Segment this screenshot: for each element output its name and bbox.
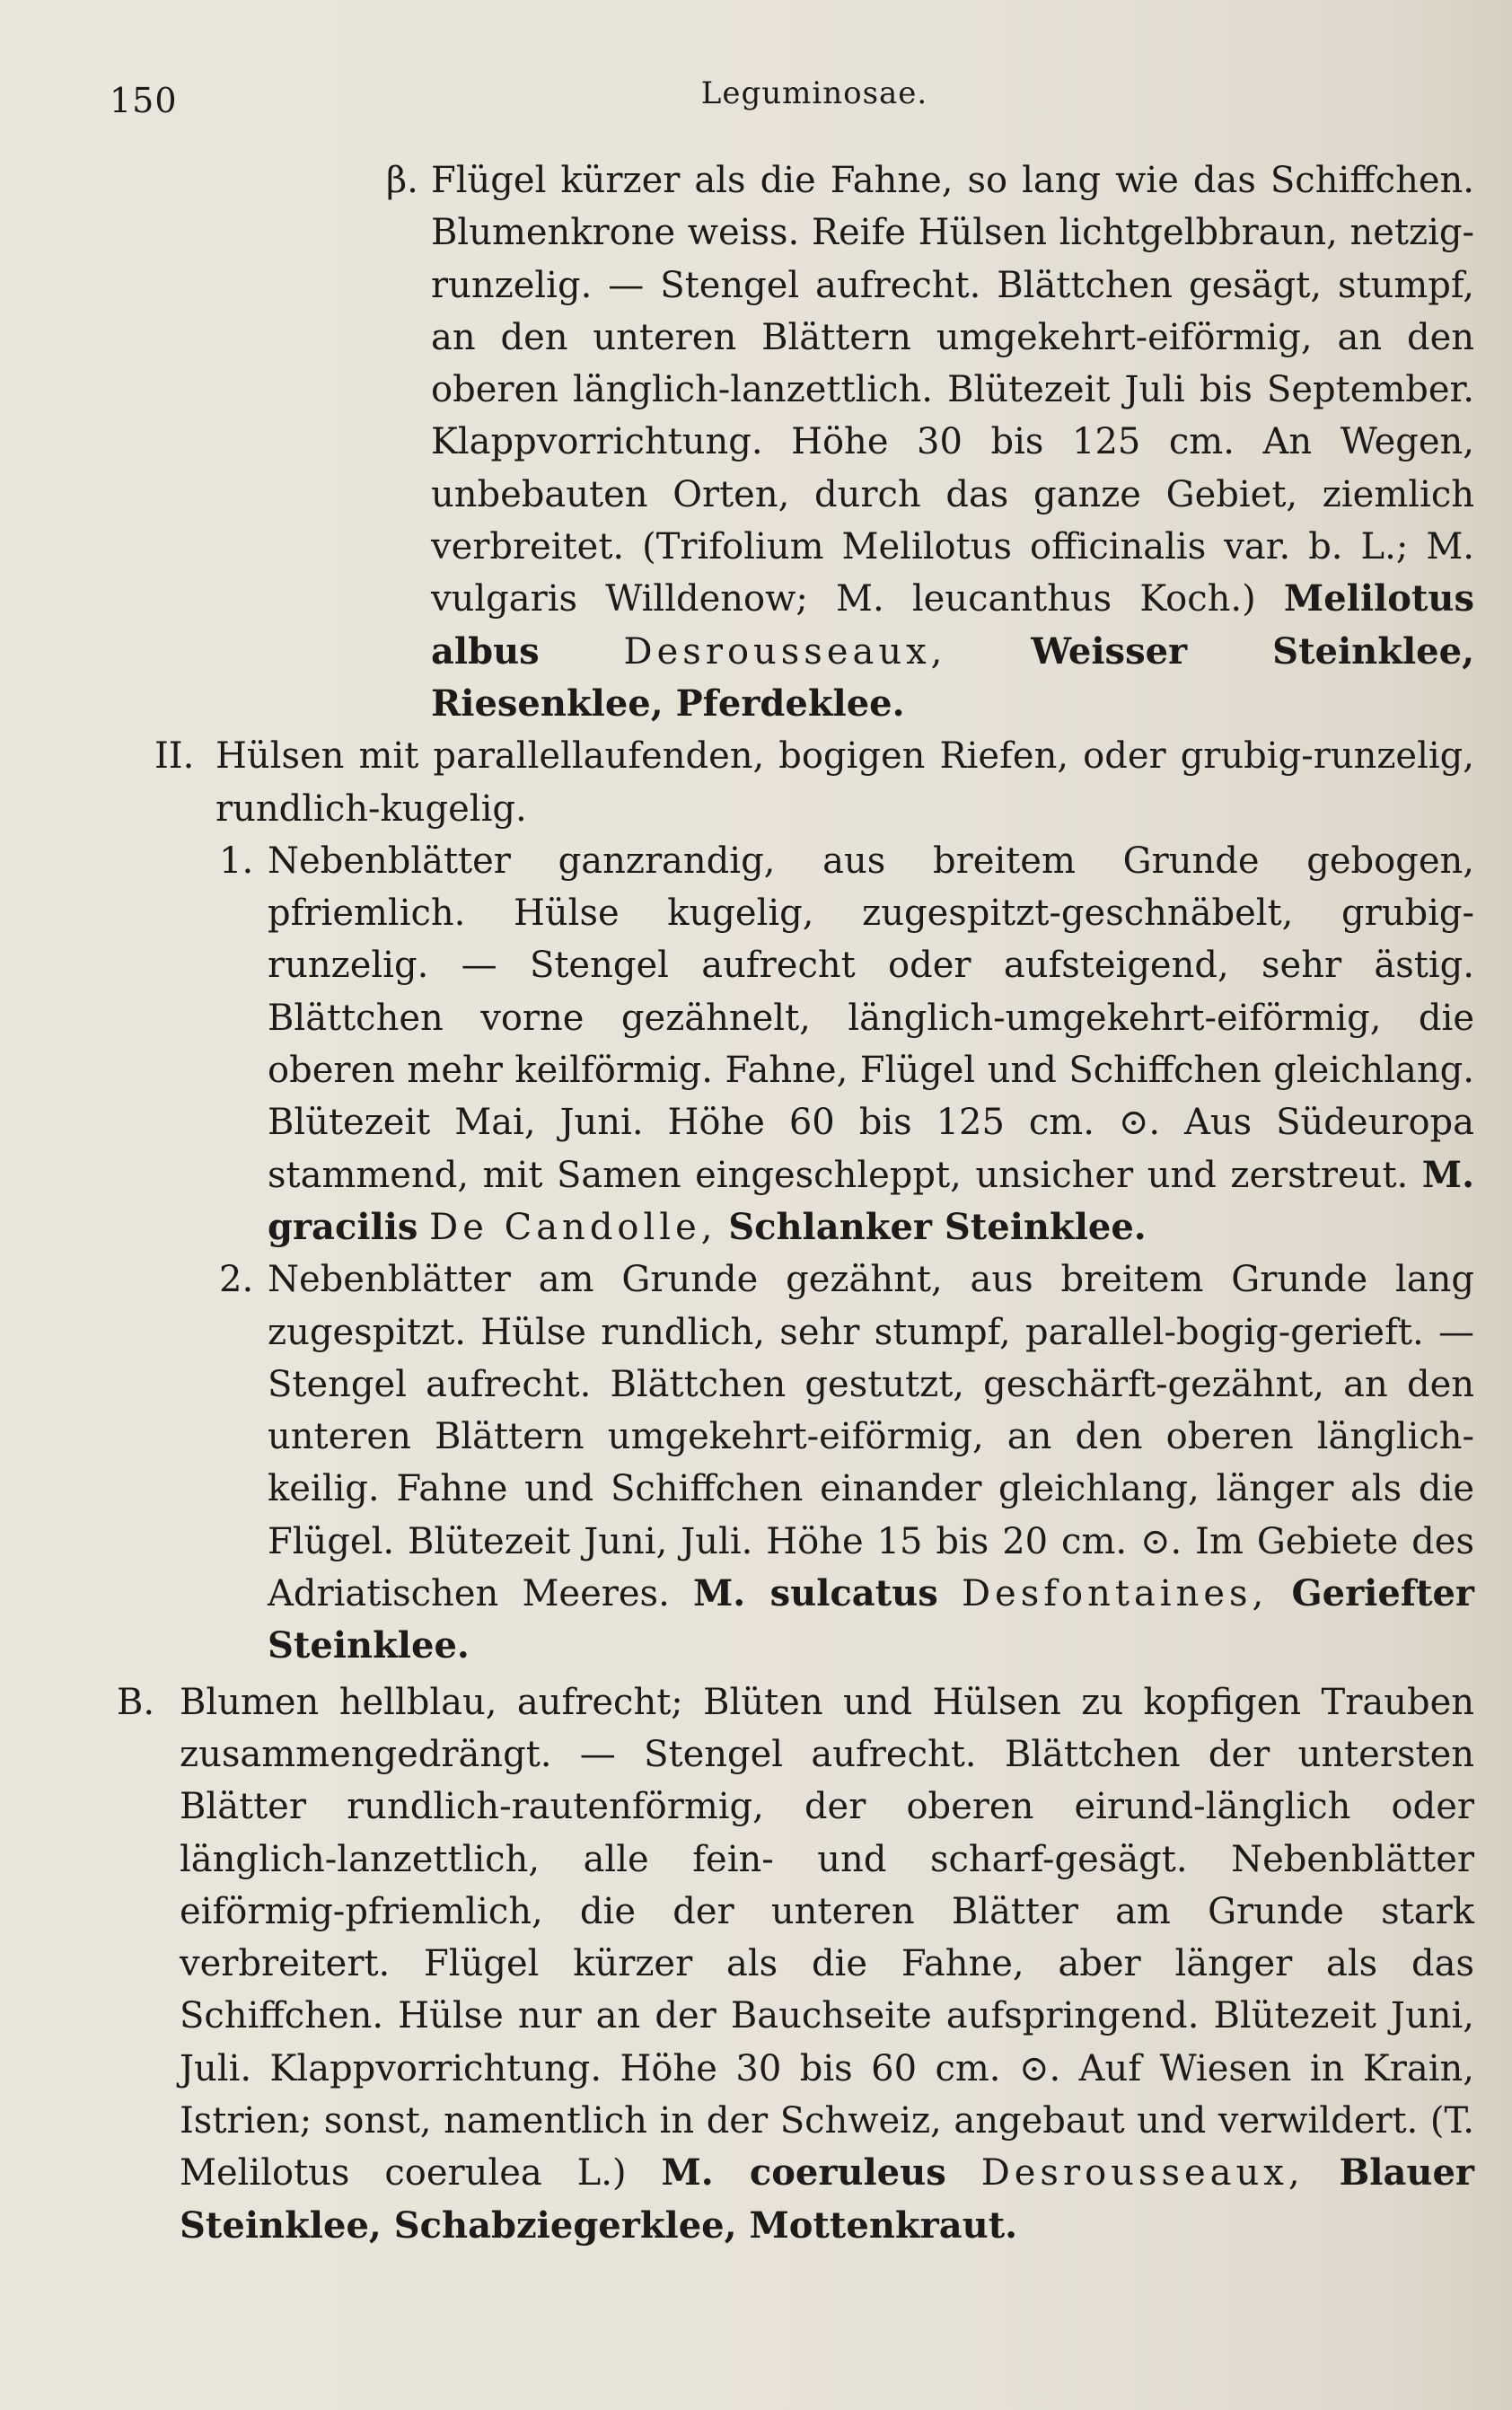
species-name: M. sulcatus	[692, 1572, 938, 1615]
page-header	[0, 75, 1512, 129]
species-name: M. gracilis	[268, 1153, 1474, 1248]
page-number: 150	[110, 81, 178, 120]
entry-melilotus-sulcatus	[219, 1253, 1475, 1672]
common-names: Geriefter Steinklee.	[268, 1572, 1475, 1667]
entry-melilotus-albus	[386, 154, 1475, 730]
entry-marker: β.	[386, 160, 418, 201]
page-body	[0, 154, 1512, 2252]
running-title: Leguminosae.	[700, 75, 928, 111]
entry-description: Nebenblätter am Grunde gezähnt, aus breitem Grunde lang zugespitzt. Hülse rundlich, sehr stumpf, parallel-bogig-gerieft. — Stengel aufrecht. Blättchen gestutzt, geschärft-gezähnt, an den unteren Blättern umgekehrt-eiförmig, an den oberen länglich-keilig. Fahne und Schiffchen einander gleichlang, länger als die Flügel. Blütezeit Juni, Juli. Höhe 15 bis 20 cm. ⊙. Im Gebiete des Adriatischen Meeres.	[268, 1259, 1474, 1615]
common-names: Schlanker Steinklee.	[728, 1205, 1147, 1248]
common-names: Weisser Steinklee, Riesenklee, Pferdeklee.	[431, 629, 1475, 725]
species-author: Desrousseaux,	[623, 630, 947, 673]
entry-description: Flügel kürzer als die Fahne, so lang wie das Schiffchen. Blumenkrone weiss. Reife Hülsen lichtgelbbraun, netzig-runzelig. — Stengel aufrecht. Blättchen gesägt, stumpf, an den unteren Blättern umgekehrt-eiförmig, an den oberen länglich-lanzettlich. Blütezeit Juli bis September. Klappvorrichtung. Höhe 30 bis 125 cm. An Wegen, unbebauten Orten, durch das ganze Gebiet, ziemlich verbreitet. (Trifolium Melilotus officinalis var. b. L.; M. vulgaris Willdenow; M. leucanthus Koch.)	[431, 160, 1474, 620]
common-names: Blauer Steinklee, Schabziegerklee, Mottenkraut.	[180, 2151, 1474, 2247]
species-name: Melilotus albus	[431, 577, 1474, 673]
entry-melilotus-gracilis	[219, 835, 1474, 1253]
entry-melilotus-coeruleus	[117, 1676, 1474, 2252]
species-name: M. coeruleus	[661, 2151, 946, 2195]
section-marker: II.	[154, 735, 195, 778]
species-author: Desrousseaux,	[980, 2152, 1305, 2195]
section-II	[154, 730, 1474, 835]
section-description: Hülsen mit parallellaufenden, bogigen Riefen, oder grubig-runzelig, rundlich-kugelig.	[215, 735, 1474, 830]
species-author: Desfontaines,	[961, 1573, 1269, 1615]
section-marker: B.	[117, 1681, 155, 1723]
entry-marker: 1.	[219, 840, 254, 882]
entry-description: Blumen hellblau, aufrecht; Blüten und Hülsen zu kopfigen Trauben zusammengedrängt. — Stengel aufrecht. Blättchen der untersten Blätter rundlich-rautenförmig, der oberen eirund-länglich oder länglich-lanzettlich, alle fein- und scharf-gesägt. Nebenblätter eiförmig-pfriemlich, die der unteren Blätter am Grunde stark verbreitert. Flügel kürzer als die Fahne, aber länger als das Schiffchen. Hülse nur an der Bauchseite aufspringend. Blütezeit Juni, Juli. Klappvorrichtung. Höhe 30 bis 60 cm. ⊙. Auf Wiesen in Krain, Istrien; sonst, namentlich in der Schweiz, angebaut und verwildert. (T. Melilotus coerulea L.)	[180, 1681, 1474, 2195]
species-author: De Candolle,	[429, 1206, 717, 1248]
entry-marker: 2.	[219, 1259, 254, 1301]
entry-description: Nebenblätter ganzrandig, aus breitem Grunde gebogen, pfriemlich. Hülse kugelig, zugespitzt-geschnäbelt, grubig-runzelig. — Stengel aufrecht oder aufsteigend, sehr ästig. Blättchen vorne gezähnelt, länglich-umgekehrt-eiförmig, die oberen mehr keilförmig. Fahne, Flügel und Schiffchen gleichlang. Blütezeit Mai, Juni. Höhe 60 bis 125 cm. ⊙. Aus Südeuropa stammend, mit Samen eingeschleppt, unsicher und zerstreut.	[268, 840, 1474, 1196]
